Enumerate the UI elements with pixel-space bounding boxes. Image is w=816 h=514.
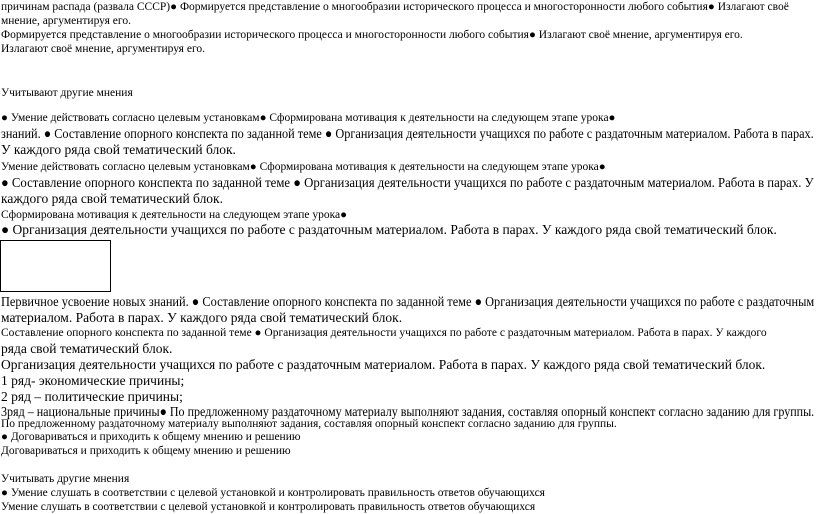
text-line: Формируется представление о многообразии исторического процесса и многосторонности любого события● Излагают своё мнение, аргументируя его. — [1, 29, 743, 41]
text-line: Сформирована мотивация к деятельности на следующем этапе урока● — [1, 209, 348, 221]
text-line: ряда свой тематический блок. — [1, 341, 173, 356]
text-line: Договариваться и приходить к общему мнению и решению — [1, 445, 291, 457]
text-line: Первичное усвоение новых знаний. ● Составление опорного конспекта по заданной теме ● Организация деятельности учащихся по работе с раздаточным — [1, 294, 815, 309]
text-line: Умение слушать в соответствии с целевой установкой и контролировать правильность ответов обучающихся — [1, 501, 536, 513]
text-line: причинам распада (развала СССР)● Формируется представление о многообразии исторического процесса и многосторонности любого события● Излагают своё — [1, 1, 789, 13]
text-line: мнение, аргументируя его. — [1, 15, 131, 27]
text-line: 2 ряд – политические причины; — [1, 389, 183, 404]
text-line: каждого ряда свой тематический блок. — [1, 191, 223, 206]
text-line: Составление опорного конспекта по заданной теме ● Организация деятельности учащихся по работе с раздаточным материалом. Работа в парах. У каждого — [1, 327, 767, 339]
empty-frame — [0, 240, 111, 292]
text-line: ● Умение слушать в соответствии с целевой установкой и контролировать правильность ответов обучающихся — [1, 487, 545, 499]
text-line: 1 ряд- экономические причины; — [1, 373, 185, 388]
text-line: ● Умение действовать согласно целевым установкам● Сформирована мотивация к деятельности на следующем этапе урока● — [1, 112, 616, 124]
text-line: ● Организация деятельности учащихся по работе с раздаточным материалом. Работа в парах. У каждого ряда свой тематический блок. — [1, 222, 777, 237]
text-line: Излагают своё мнение, аргументируя его. — [1, 43, 206, 55]
text-line: знаний. ● Составление опорного конспекта по заданной теме ● Организация деятельности учащихся по работе с раздаточным материалом. Работа в парах. — [1, 126, 814, 141]
text-line: По предложенному раздаточному материалу выполняют задания, составляя опорный конспект согласно заданию для группы. — [1, 418, 617, 430]
text-line: ● Составление опорного конспекта по заданной теме ● Организация деятельности учащихся по работе с раздаточным материалом. Работа в парах. У — [1, 175, 814, 190]
text-line: 3ряд – национальные причины● По предложенному раздаточному материалу выполняют задания, составляя опорный конспект согласно заданию для группы. — [1, 404, 815, 419]
text-line: Учитывать другие мнения — [1, 473, 130, 485]
text-line: материалом. Работа в парах. У каждого ряда свой тематический блок. — [1, 310, 403, 325]
text-line: У каждого ряда свой тематический блок. — [1, 142, 236, 157]
text-line: ● Договариваться и приходить к общему мнению и решению — [1, 431, 301, 443]
text-line: Умение действовать согласно целевым установкам● Сформирована мотивация к деятельности на следующем этапе урока● — [1, 161, 606, 173]
text-line: Организация деятельности учащихся по работе с раздаточным материалом. Работа в парах. У каждого ряда свой тематический блок. — [1, 357, 766, 372]
text-line: Учитывают другие мнения — [1, 87, 133, 99]
